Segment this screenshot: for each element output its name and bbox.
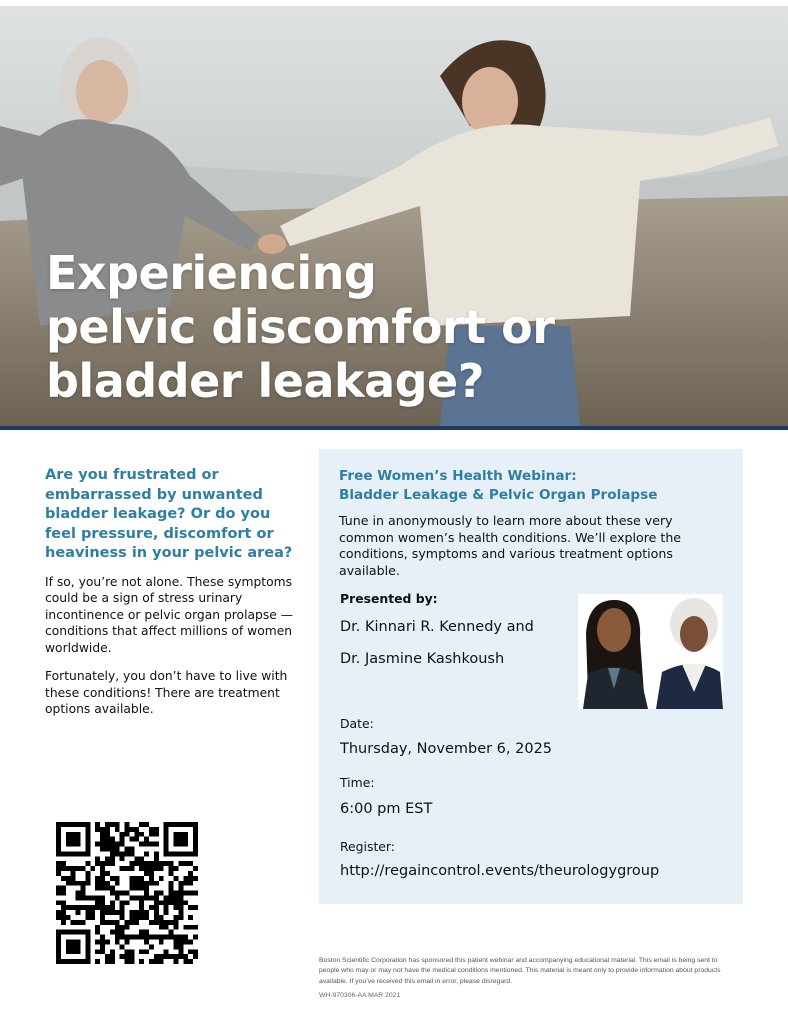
date-value: Thursday, November 6, 2025 (340, 741, 553, 757)
presenter-1: Dr. Kinnari R. Kennedy and (340, 619, 534, 635)
register-link[interactable]: http://regaincontrol.events/theurologygroup (340, 863, 660, 879)
webinar-panel (319, 449, 743, 904)
qr-code-icon[interactable] (56, 822, 198, 964)
presenters-photo-graphic (578, 594, 723, 709)
webinar-title-line-2: Bladder Leakage & Pelvic Organ Prolapse (339, 486, 658, 503)
hero-image (0, 6, 788, 426)
time-label: Time: (340, 775, 375, 790)
intro-column (45, 466, 295, 718)
webinar-description: Tune in anonymously to learn more about these very common women’s health conditions. We’ll explore the conditions, symptoms and various treatment options available. (339, 513, 682, 578)
presented-by-label: Presented by: (340, 591, 438, 606)
date-label: Date: (340, 716, 374, 731)
hero-divider (0, 426, 788, 430)
qr-code-graphic (56, 822, 198, 964)
intro-heading: Are you frustrated or embarrassed by unwanted bladder leakage? Or do you feel pressure, discomfort or heaviness in your pelvic area? (45, 467, 293, 561)
presenter-2: Dr. Jasmine Kashkoush (340, 651, 505, 667)
hero-title: Experiencing pelvic discomfort or bladder leakage? (46, 246, 555, 408)
presenters-photo (578, 594, 723, 709)
document-code: WH-970306-AA MAR 2021 (319, 992, 401, 999)
disclaimer-text: Boston Scientific Corporation has sponsored this patient webinar and accompanying educational material. This email is being sent to people who may or may not have the medical conditions mentioned. This material is meant only to provide information about products available. If you’ve received this email in error, please disregard. (319, 957, 721, 985)
intro-paragraph-1: If so, you’re not alone. These symptoms could be a sign of stress urinary incontinence or pelvic organ prolapse — conditions that affect millions of women worldwide. (45, 574, 294, 655)
webinar-title-line-1: Free Women’s Health Webinar: (339, 468, 577, 484)
time-value: 6:00 pm EST (340, 801, 433, 817)
register-label: Register: (340, 839, 395, 854)
webinar-title (339, 467, 729, 504)
intro-paragraph-2: Fortunately, you don’t have to live with these conditions! There are treatment options available. (45, 669, 288, 716)
